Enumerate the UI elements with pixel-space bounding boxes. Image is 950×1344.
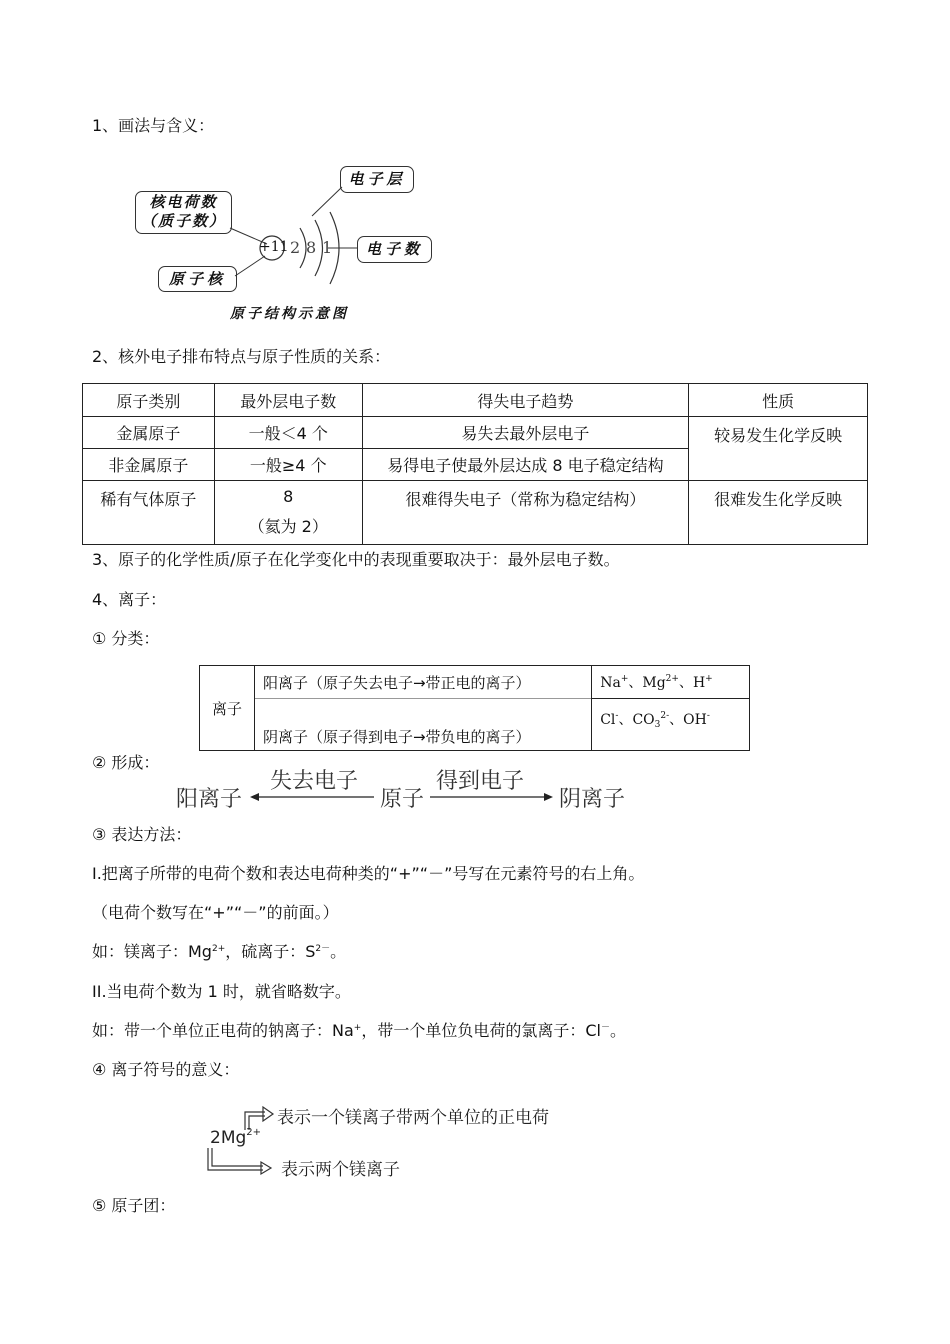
- table-cell: 金属原子: [83, 417, 215, 449]
- nucleus-label: 原子核: [158, 266, 237, 292]
- table-cell: 非金属原子: [83, 449, 215, 481]
- rule-1-note: （电荷个数写在“+”“－”的前面。）: [92, 903, 339, 922]
- gain-electron-label: 得到电子: [436, 769, 525, 794]
- table-cell-noble: 8 （氦为 2）: [214, 481, 362, 545]
- section-3-text: 3、原子的化学性质/原子在化学变化中的表现重要取决于：最外层电子数。: [92, 550, 620, 569]
- cation-examples: Na+、$Mg^{2+}$、H+: [592, 666, 750, 699]
- lose-electron-label: 失去电子: [270, 769, 359, 794]
- ion-label: 离子: [200, 666, 255, 751]
- table-header: 得失电子趋势: [362, 384, 689, 417]
- table-cell: 一般≥4 个: [214, 449, 362, 481]
- rule-1: I.把离子所带的电荷个数和表达电荷种类的“+”“－”号写在元素符号的右上角。: [92, 864, 645, 883]
- shell-count-3: 1: [322, 238, 333, 257]
- atom-property-table: [82, 383, 868, 545]
- shell-count-1: 2: [290, 238, 301, 257]
- table-header: 最外层电子数: [214, 384, 362, 417]
- expression-heading: ③ 表达方法：: [92, 825, 192, 844]
- table-cell: 易失去最外层电子: [362, 417, 689, 449]
- section-4-heading: 4、离子：: [92, 590, 167, 609]
- example-1: 如：镁离子：$Mg^{2+}$，硫离子：$S^{2-}$。: [92, 942, 347, 961]
- table-cell: 稀有气体原子: [83, 481, 215, 545]
- table-cell: 一般＜4 个: [214, 417, 362, 449]
- example-2: 如：带一个单位正电荷的钠离子：Na+，带一个单位负电荷的氯离子：Cl－。: [92, 1021, 626, 1040]
- anion-examples: Cl-、$CO_3^{2-}$、OH-: [592, 699, 750, 751]
- formation-heading: ② 形成：: [92, 753, 160, 772]
- anion-description: 阴离子（原子得到电子→带负电的离子）: [254, 699, 591, 751]
- rule-2: II.当电荷个数为 1 时，就省略数字。: [92, 982, 351, 1001]
- table-cell-merged-property: 较易发生化学反映: [689, 417, 868, 481]
- ion-classification-table: [199, 665, 750, 751]
- cation-word: 阳离子: [176, 787, 243, 812]
- shell-count-2: 8: [306, 238, 317, 257]
- symbol-meaning-heading: ④ 离子符号的意义：: [92, 1060, 240, 1079]
- table-header: 性质: [689, 384, 868, 417]
- table-cell: 很难发生化学反映: [689, 481, 868, 545]
- helium-note: （氦为 2）: [248, 517, 328, 536]
- table-cell: 易得电子使最外层达成 8 电子稳定结构: [362, 449, 689, 481]
- atom-word: 原子: [380, 787, 425, 812]
- meaning-charge: 表示一个镁离子带两个单位的正电荷: [277, 1108, 549, 1128]
- nucleus-charge-label: 核电荷数 （质子数）: [135, 191, 232, 234]
- atom-drawing: [220, 160, 360, 300]
- anion-word: 阴离子: [559, 787, 626, 812]
- electron-count-label: 电子数: [357, 236, 432, 263]
- cation-description: 阳离子（原子失去电子→带正电的离子）: [254, 666, 591, 699]
- table-header: 原子类别: [83, 384, 215, 417]
- table-cell: 很难得失电子（常称为稳定结构）: [362, 481, 689, 545]
- meaning-count: 表示两个镁离子: [281, 1160, 400, 1180]
- electron-shell-label: 电子层: [340, 166, 414, 193]
- formation-arrows: [250, 788, 560, 808]
- ion-symbol: $2Mg^{2+}$: [210, 1127, 262, 1148]
- atomic-group-heading: ⑤ 原子团：: [92, 1196, 176, 1215]
- section-2-heading: 2、核外电子排布特点与原子性质的关系：: [92, 347, 391, 366]
- nucleus-charge: +11: [259, 239, 289, 255]
- section-1-heading: 1、画法与含义：: [92, 116, 215, 135]
- diagram-caption: 原子结构示意图: [230, 306, 349, 322]
- classification-heading: ① 分类：: [92, 629, 160, 648]
